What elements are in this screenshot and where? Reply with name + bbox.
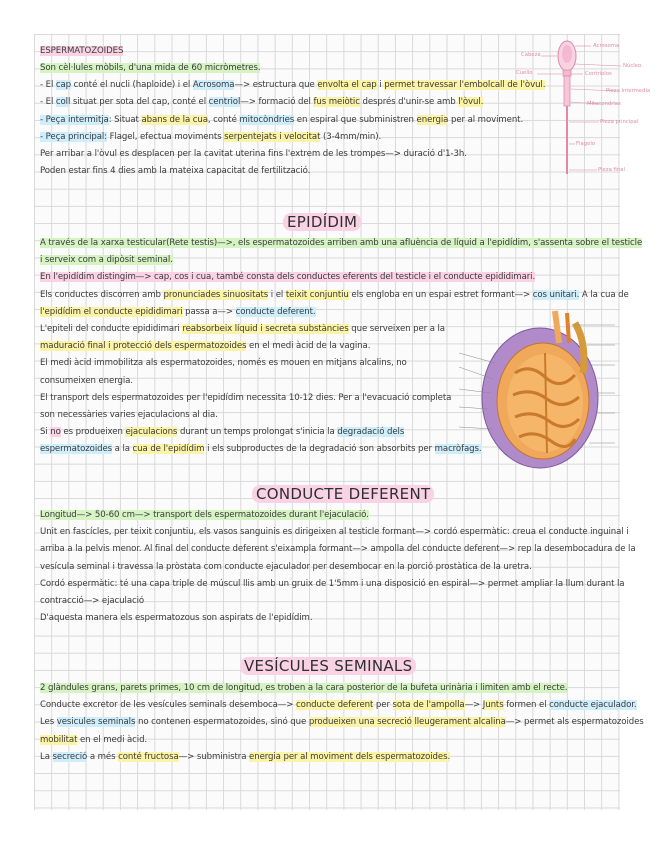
text-segment: no contenen espermatozoides, sinó que	[135, 717, 309, 728]
label-pieza-final: Pieza final	[598, 167, 625, 173]
text-line	[40, 390, 451, 407]
heading-vesicules-seminals: VESÍCULES SEMINALS	[240, 657, 416, 675]
text-segment: Acrosoma	[192, 80, 235, 91]
text-line	[40, 524, 629, 541]
text-segment: passa a—>	[182, 306, 236, 317]
text-segment: permet travessar l'embolcall de l'òvul.	[384, 80, 546, 91]
label-cuello: Cuello	[516, 70, 533, 76]
text-line	[40, 287, 629, 304]
text-segment: serpentejats i velocitat	[224, 131, 321, 142]
text-segment: vesicules seminals	[56, 717, 136, 728]
text-segment: i el	[268, 289, 286, 300]
text-segment: formen el	[503, 700, 550, 711]
text-segment: —> permet als espermatozoides	[505, 717, 644, 728]
text-segment: pronunciades sinuositats	[163, 289, 269, 300]
text-line	[40, 732, 147, 749]
text-segment: energia per al moviment dels espermatozoides.	[249, 751, 451, 762]
text-segment: —>	[464, 700, 483, 711]
text-line	[40, 697, 637, 714]
label-nucleo: Núcleo	[623, 63, 642, 69]
text-segment: Flagel, efectua moviments	[106, 131, 225, 142]
text-line	[40, 714, 644, 731]
text-segment: Son cèl·lules mòbils, d'una mida de 60 micròmetres.	[40, 63, 261, 73]
text-segment: En l'epidídim distingim—> cap, cos i cua, també consta dels conductes eferents del testicle i el conducte epididimari.	[40, 272, 536, 283]
text-segment: mobilitat	[40, 734, 78, 745]
text-line	[40, 593, 144, 610]
text-segment: abans de la cua	[141, 114, 208, 125]
text-segment: - El	[40, 80, 56, 91]
text-segment: A través de la xarxa testicular(Rete testis)—>, els espermatozoides arriben amb una afluència de líquid a l'epidídim, s'assenta sobre el testicle	[40, 238, 643, 248]
label-mitocondrias: Mitocondrias	[587, 101, 621, 107]
text-segment: macròfags.	[434, 444, 482, 455]
text-line	[40, 441, 482, 458]
text-segment: a la	[112, 444, 133, 455]
text-segment: Conducte excretor de les vesícules seminals desemboca—>	[40, 700, 297, 711]
text-line	[40, 321, 445, 338]
label-flagelo: Flagelo	[576, 141, 596, 147]
text-segment: - Peça intermitja	[40, 114, 109, 125]
text-segment: son necessàries varies ejaculacions al dia.	[40, 410, 218, 420]
text-segment: Els conductes discorren amb	[40, 289, 164, 300]
text-segment: envolta el cap	[317, 80, 377, 91]
text-segment: fus meiòtic	[313, 97, 360, 108]
text-segment: i serveix com a dipòsit seminal.	[40, 255, 173, 266]
label-centriolos: Centriolos	[585, 71, 612, 77]
text-line	[40, 610, 312, 627]
text-segment: l'òvul.	[458, 97, 484, 108]
text-segment: Les	[40, 717, 57, 728]
heading-conducte-deferent: CONDUCTE DEFERENT	[252, 485, 434, 503]
text-segment: Poden estar fins 4 dies amb la mateixa capacitat de fertilització.	[40, 166, 311, 177]
text-segment: en el medi àcid.	[77, 734, 148, 745]
text-segment: per al moviment.	[448, 114, 524, 125]
text-line	[40, 576, 624, 593]
text-segment: que serveixen per a la	[348, 324, 445, 334]
text-line	[40, 407, 218, 424]
text-segment: D'aquesta manera els espermatozous son aspirats de l'epidídim.	[40, 613, 313, 624]
text-line	[40, 252, 173, 269]
text-line	[40, 355, 407, 372]
text-segment: vesícula seminal i travessa la pròstata com conducte ejaculador per desembocar en la porció prostàtica de la uretra.	[40, 561, 532, 572]
text-segment: Unit en fascícles, per teixit conjuntiu, els vasos sanguinis es dirigeixen al testicle formant—> cordó espermàtic: creua el conducte inguinal i	[40, 527, 629, 538]
text-segment: i els subproductes de la degradació son absorbits per	[204, 444, 435, 455]
text-segment: conducte deferent	[296, 700, 374, 711]
label-pieza-intermedia: Pieza intermedia	[606, 88, 651, 94]
text-segment: Cordó espermàtic: té una capa triple de múscul llis amb un gruix de 1'5mm i una disposició en espiral—> permet ampliar la llum durant la	[40, 578, 625, 589]
text-segment: i	[376, 80, 385, 91]
text-segment: El transport dels espermatozoides per l'epidídim necessita 10-12 dies. Per a l'evacuació completa	[40, 392, 452, 403]
text-segment: a més	[87, 751, 119, 762]
text-segment: després d'unir-se amb	[359, 97, 459, 108]
text-line	[40, 163, 310, 180]
text-line	[40, 129, 381, 146]
text-segment: conté fructosa	[118, 751, 179, 762]
text-segment: El medi àcid immobilitza als espermatozoides, només es mouen en mitjans alcalins, no	[40, 358, 407, 369]
text-segment: reabsorbeix líquid i secreta substàncies	[182, 324, 349, 334]
text-segment: teixit conjuntiu	[285, 289, 349, 300]
text-line	[40, 77, 545, 94]
text-line	[40, 559, 532, 576]
text-line	[40, 541, 636, 558]
text-line	[40, 373, 133, 390]
text-segment: cua de l'epidídim	[132, 444, 205, 455]
text-segment: es produeixen	[60, 427, 126, 438]
text-segment: maduració final i protecció dels espermatozoides	[40, 341, 247, 352]
text-segment: espermatozoides	[40, 444, 113, 455]
heading-espermatozoides: ESPERMATOZOIDES	[40, 46, 124, 56]
text-line	[40, 749, 450, 766]
heading-epididim: EPIDÍDIM	[283, 213, 361, 231]
text-line	[40, 507, 369, 524]
text-segment: Longitud—> 50-60 cm—> transport dels espermatozoides durant l'ejaculació.	[40, 510, 369, 520]
text-segment: ejaculacions	[125, 427, 178, 438]
text-segment: secreció	[52, 751, 88, 762]
text-segment: Si	[40, 427, 51, 438]
text-segment: - Peça principal:	[40, 131, 107, 142]
text-line	[40, 146, 467, 163]
text-segment: cos unitari.	[532, 289, 580, 300]
text-line	[40, 269, 535, 286]
text-segment: mitocòndries	[239, 114, 295, 125]
label-acrosoma: Acrosoma	[593, 43, 620, 49]
text-segment: : Situat	[108, 114, 142, 125]
text-line	[40, 680, 567, 697]
text-segment: conducte ejaculador.	[549, 700, 637, 711]
text-segment: conté el nucli (haploide) i el	[71, 80, 193, 91]
text-segment: 2 glàndules grans, parets primes, 10 cm de longitud, es troben a la cara posterior de la bufeta urinària i limiten amb el recte.	[40, 683, 568, 693]
text-segment: centriol	[208, 97, 241, 108]
text-segment: - El	[40, 97, 56, 108]
text-segment: Per arribar a l'òvul es desplacen per la cavitat uterina fins l'extrem de les trompes—> duració d'1-3h.	[40, 149, 467, 159]
text-segment: en espiral que subministren	[294, 114, 417, 125]
text-line	[40, 424, 404, 441]
text-segment: en el medi àcid de la vagina.	[246, 341, 371, 352]
text-segment: A la cua de	[579, 289, 629, 300]
text-segment: coll	[55, 97, 71, 108]
text-segment: energia	[416, 114, 449, 125]
text-segment: La	[40, 751, 53, 762]
text-segment: situat per sota del cap, conté el	[70, 97, 209, 108]
text-segment: Junts	[482, 700, 504, 711]
text-segment: degradació dels	[337, 427, 405, 438]
text-segment: —> formació del	[240, 97, 314, 108]
text-segment: produeixen una secreció lleugerament alcalina	[308, 717, 506, 728]
text-line	[40, 112, 523, 129]
text-segment: conducte deferent.	[235, 306, 316, 317]
text-line	[40, 304, 316, 321]
text-segment: (3-4mm/min).	[320, 131, 382, 142]
text-segment: cap	[55, 80, 72, 91]
text-segment: contracció—> ejaculació	[40, 596, 145, 606]
text-segment: , conté	[207, 114, 240, 125]
text-segment: sota de l'ampolla	[392, 700, 465, 711]
text-segment: arriba a la pelvis menor. Al final del conducte deferent s'eixampla formant—> ampolla del conducte deferent—> rep la desembocadura de la	[40, 544, 636, 555]
text-segment: els engloba en un espai estret formant—>	[348, 289, 533, 300]
text-segment: —> estructura que	[234, 80, 318, 91]
text-line	[40, 235, 642, 252]
text-line	[40, 60, 260, 77]
label-pieza-principal: Pieza principal	[600, 119, 639, 125]
text-segment: l'epidídim el conducte epididimari	[40, 306, 183, 317]
label-cabeza: Cabeza	[521, 52, 541, 58]
text-segment: no	[50, 427, 61, 438]
text-segment: L'epiteli del conducte epididimari	[40, 324, 183, 334]
text-line	[40, 338, 370, 355]
text-segment: consumeixen energia.	[40, 375, 133, 386]
text-segment: —> subministra	[178, 751, 250, 762]
text-line	[40, 94, 483, 111]
text-segment: durant un temps prolongat s'inicia la	[177, 427, 338, 438]
text-segment: per	[373, 700, 393, 711]
